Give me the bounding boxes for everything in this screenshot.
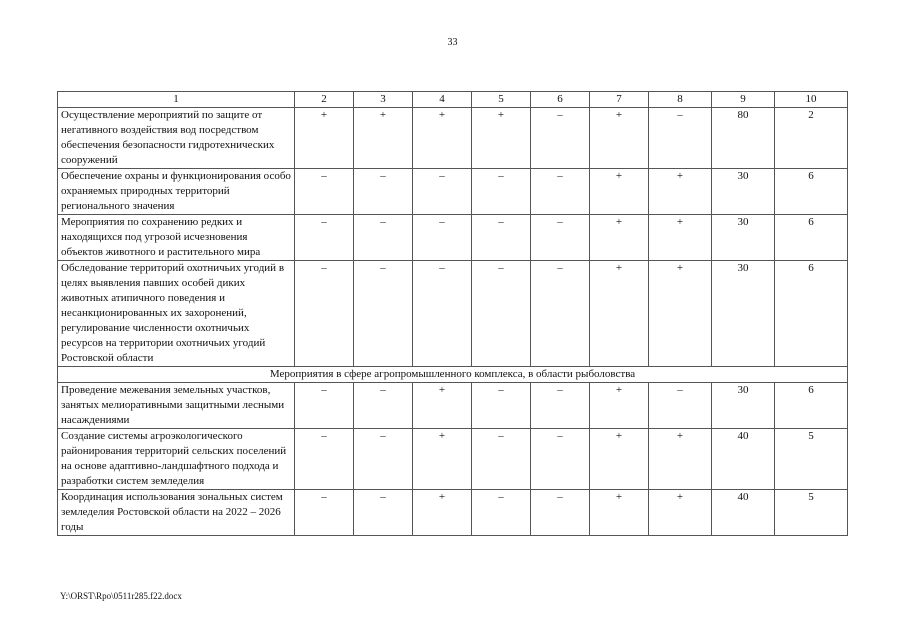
column-header: 5: [472, 92, 531, 108]
table-cell: 6: [775, 169, 848, 215]
table-cell: +: [413, 429, 472, 490]
table-cell: +: [649, 429, 712, 490]
table-cell: –: [472, 169, 531, 215]
table-cell: +: [590, 108, 649, 169]
table-cell: +: [295, 108, 354, 169]
table-cell: +: [649, 215, 712, 261]
table-body: [58, 108, 848, 536]
table-cell: –: [295, 490, 354, 536]
table-cell: –: [531, 490, 590, 536]
table-cell: –: [413, 215, 472, 261]
table-cell: –: [531, 169, 590, 215]
table-cell: +: [590, 490, 649, 536]
table-cell: +: [649, 490, 712, 536]
table-row: [58, 383, 848, 429]
table-row: [58, 169, 848, 215]
table-cell: –: [354, 490, 413, 536]
section-title: Мероприятия в сфере агропромышленного комплекса, в области рыболовства: [58, 367, 848, 383]
page-number: 33: [447, 37, 458, 48]
column-header: 10: [775, 92, 848, 108]
table-cell: –: [295, 383, 354, 429]
column-header: 1: [58, 92, 295, 108]
table-cell: +: [590, 261, 649, 367]
footer-file-path: Y:\ORST\Rpo\0511r285.f22.docx: [60, 591, 182, 601]
measure-description: Обеспечение охраны и функционирования особо охраняемых природных территорий регионального значения: [58, 169, 295, 215]
table-cell: –: [472, 261, 531, 367]
table-cell: 6: [775, 215, 848, 261]
table-cell: –: [354, 429, 413, 490]
table-cell: +: [590, 169, 649, 215]
column-header: 9: [712, 92, 775, 108]
table-cell: +: [590, 429, 649, 490]
table-cell: –: [413, 261, 472, 367]
table-cell: –: [413, 169, 472, 215]
table-cell: +: [413, 490, 472, 536]
table-cell: –: [531, 215, 590, 261]
table-cell: –: [472, 383, 531, 429]
table-cell: –: [531, 108, 590, 169]
table-cell: +: [590, 215, 649, 261]
table-cell: –: [472, 215, 531, 261]
table-cell: +: [649, 261, 712, 367]
measure-description: Создание системы агроэкологического районирования территорий сельских поселений на основе адаптивно-ландшафтного подхода и разработки систем земледелия: [58, 429, 295, 490]
column-header: 4: [413, 92, 472, 108]
table-cell: –: [295, 169, 354, 215]
table-cell: –: [472, 490, 531, 536]
table-cell: 80: [712, 108, 775, 169]
table-cell: –: [649, 108, 712, 169]
measure-description: Обследование территорий охотничьих угодий в целях выявления павших особей диких животных атипичного поведения и несанкционированных их захоронений, регулирование численности охотничьих ресурсов на территории охотничьих угодий Ростовской области: [58, 261, 295, 367]
section-row: [58, 367, 848, 383]
table-row: [58, 215, 848, 261]
column-header: 3: [354, 92, 413, 108]
table-cell: –: [295, 261, 354, 367]
table-cell: 6: [775, 383, 848, 429]
table-cell: –: [649, 383, 712, 429]
measures-table: [57, 91, 848, 536]
column-header: 6: [531, 92, 590, 108]
table-cell: –: [354, 383, 413, 429]
table-cell: 30: [712, 261, 775, 367]
measure-description: Мероприятия по сохранению редких и находящихся под угрозой исчезновения объектов животного и растительного мира: [58, 215, 295, 261]
column-header: 8: [649, 92, 712, 108]
table-cell: +: [590, 383, 649, 429]
table-cell: 6: [775, 261, 848, 367]
table-cell: –: [531, 383, 590, 429]
table-cell: –: [531, 261, 590, 367]
table-cell: 40: [712, 490, 775, 536]
table-row: [58, 261, 848, 367]
table-cell: –: [295, 215, 354, 261]
table-cell: –: [354, 215, 413, 261]
table-header-row: [58, 92, 848, 108]
table-cell: 40: [712, 429, 775, 490]
table-cell: +: [649, 169, 712, 215]
measure-description: Проведение межевания земельных участков, занятых мелиоративными защитными лесными насаждениями: [58, 383, 295, 429]
table-row: [58, 108, 848, 169]
table-cell: 30: [712, 383, 775, 429]
table-cell: –: [354, 169, 413, 215]
column-header: 2: [295, 92, 354, 108]
table-cell: 30: [712, 169, 775, 215]
measure-description: Осуществление мероприятий по защите от негативного воздействия вод посредством обеспечения безопасности гидротехнических сооружений: [58, 108, 295, 169]
table-cell: –: [295, 429, 354, 490]
table-cell: +: [413, 383, 472, 429]
table-row: [58, 429, 848, 490]
table-cell: +: [472, 108, 531, 169]
table-cell: 2: [775, 108, 848, 169]
table-cell: 5: [775, 429, 848, 490]
table-cell: 30: [712, 215, 775, 261]
table-cell: +: [413, 108, 472, 169]
column-header: 7: [590, 92, 649, 108]
table-row: [58, 490, 848, 536]
table-cell: 5: [775, 490, 848, 536]
table-cell: –: [531, 429, 590, 490]
measure-description: Координация использования зональных систем земледелия Ростовской области на 2022 – 2026 годы: [58, 490, 295, 536]
table-cell: –: [354, 261, 413, 367]
table-cell: +: [354, 108, 413, 169]
table-cell: –: [472, 429, 531, 490]
